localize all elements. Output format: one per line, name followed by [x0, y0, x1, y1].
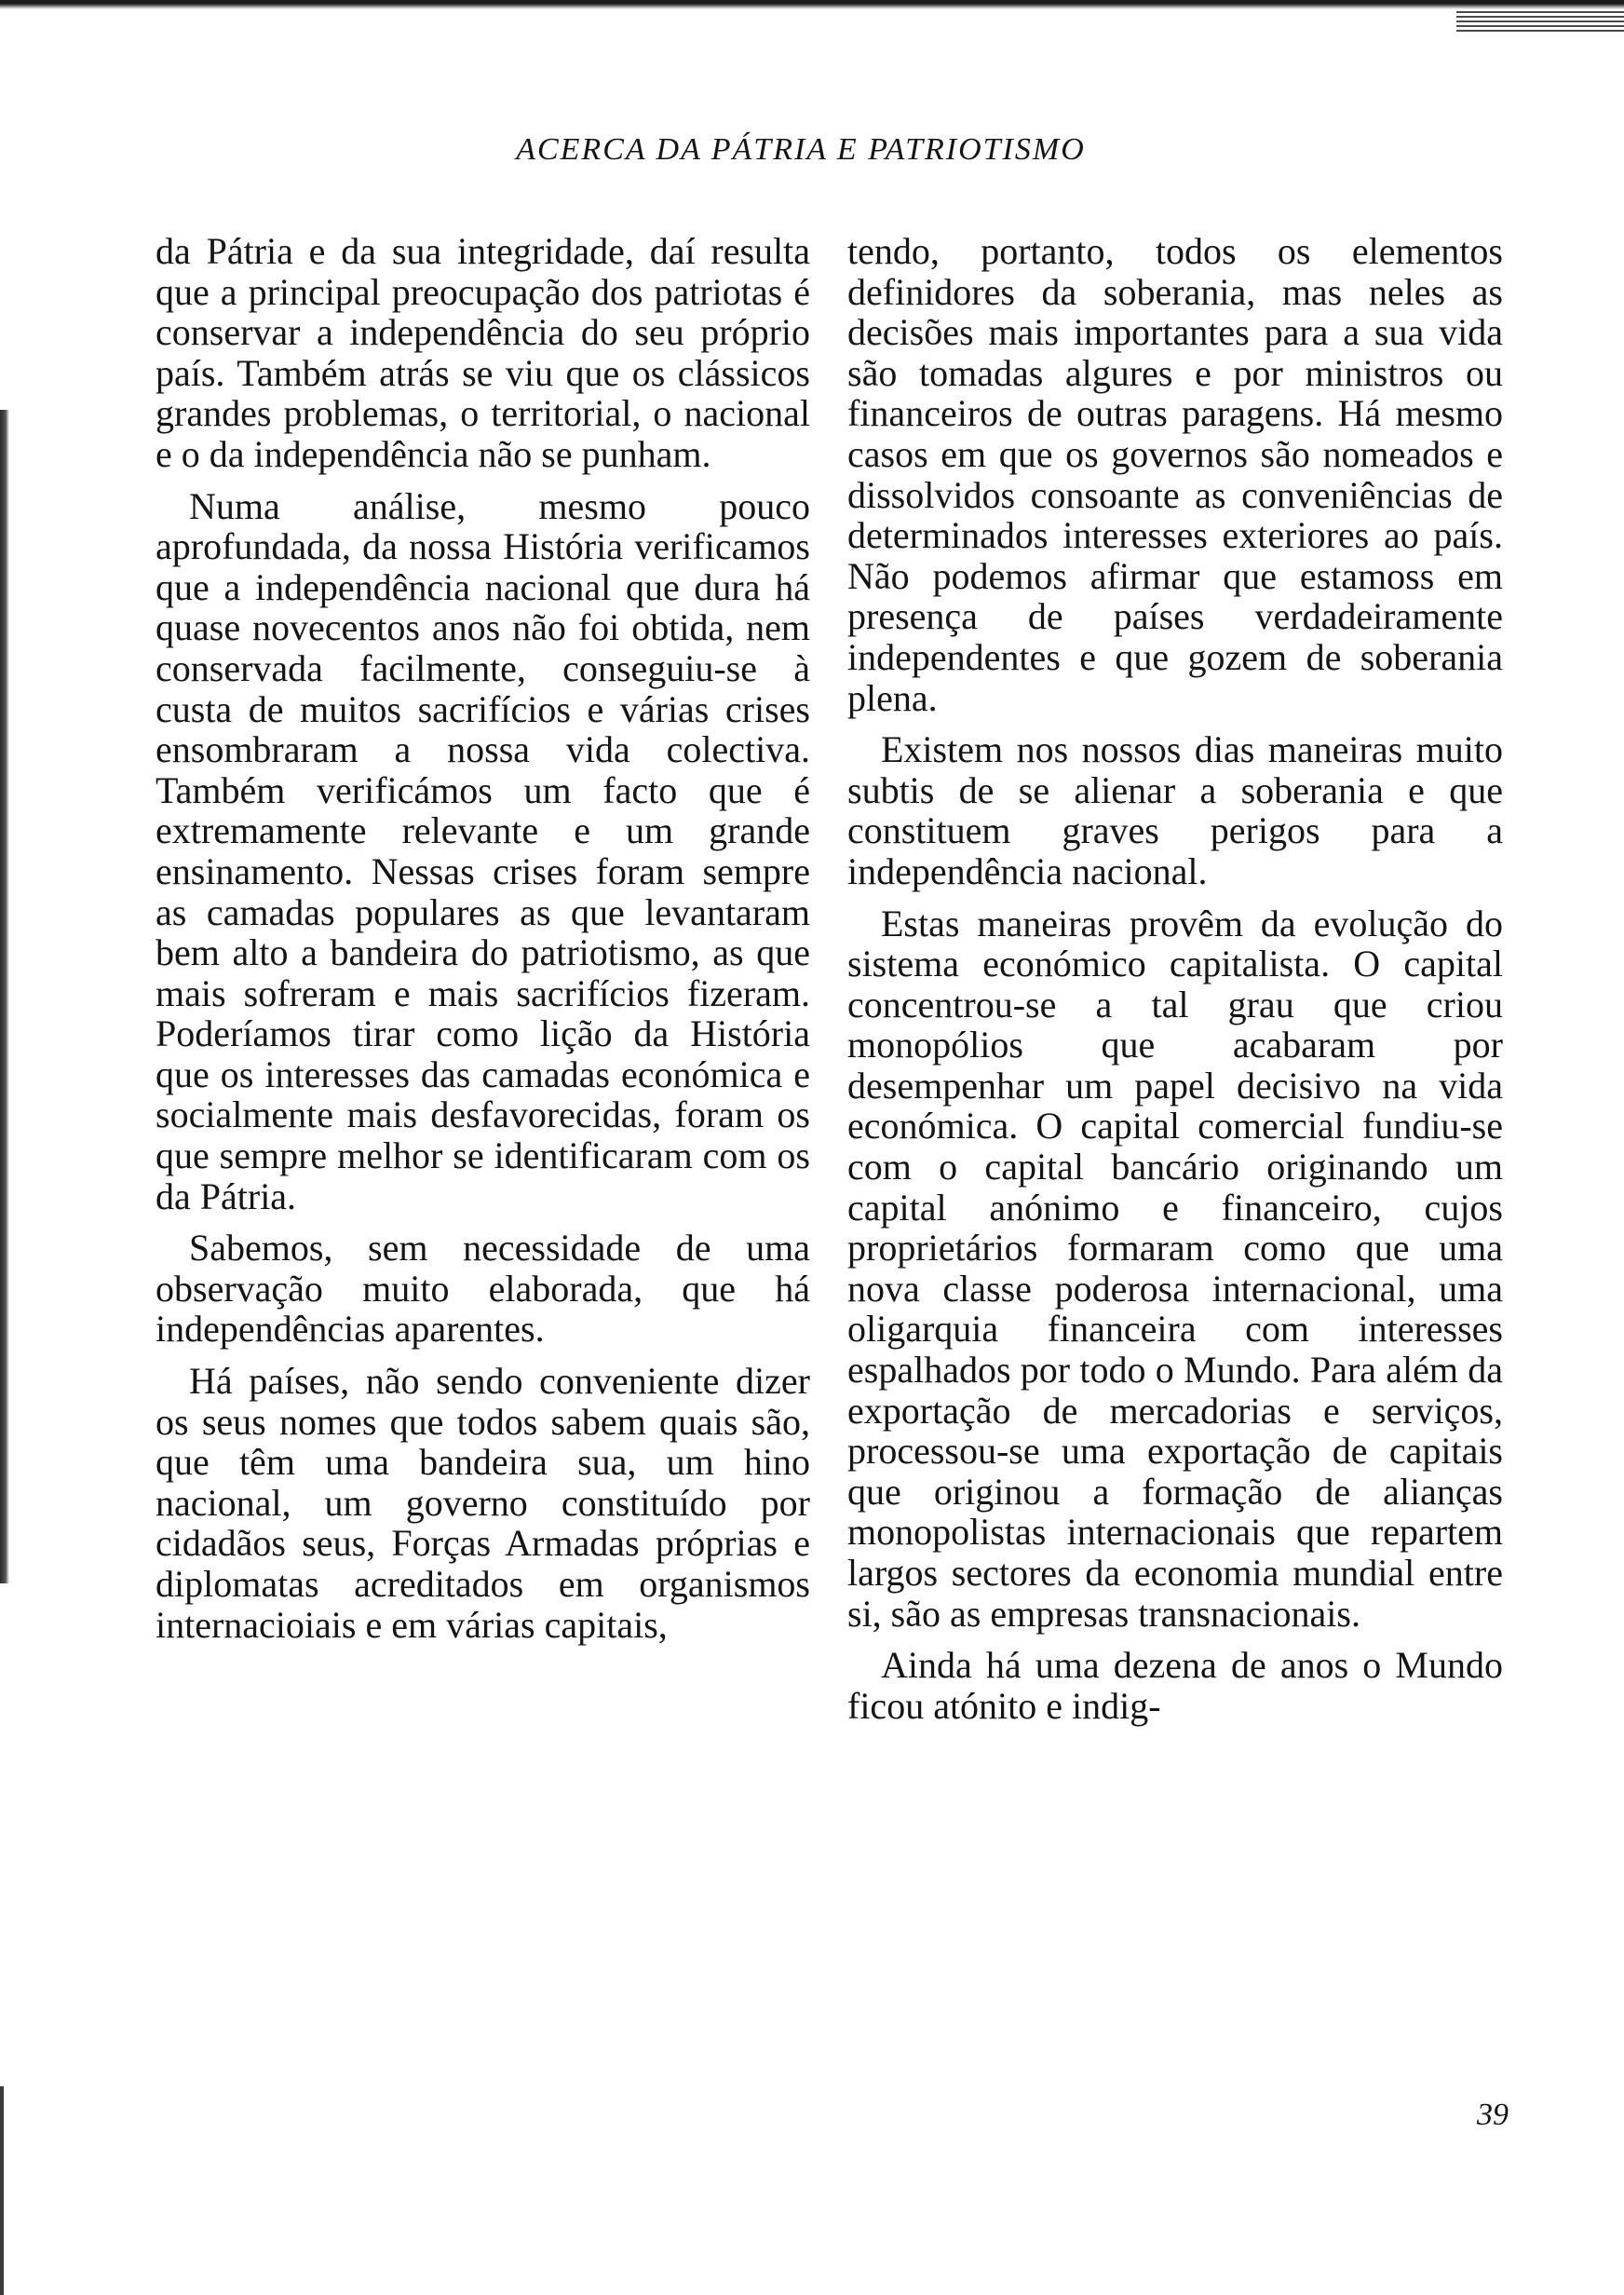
paragraph: Existem nos nossos dias maneiras muito subtis de se alienar a soberania e que constituem graves perigos para a independência nacional.: [847, 728, 1503, 892]
right-column: [847, 231, 1503, 1737]
top-scan-rule: [0, 0, 1624, 9]
top-right-scan-marks: [1456, 11, 1624, 32]
left-column: [156, 231, 810, 1656]
left-scan-edge: [0, 410, 9, 1583]
paragraph: Numa análise, mesmo pouco aprofundada, da nossa História verificamos que a independência nacional que dura há quase novecentos anos não foi obtida, nem conservada facilmente, conseguiu-se à custa de muitos sacrifícios e várias crises ensombraram a nossa vida colectiva. Também verificámos um facto que é extremamente relevante e um grande ensinamento. Nessas crises foram sempre as camadas populares as que levantaram bem alto a bandeira do patriotismo, as que mais sofreram e mais sacrifícios fizeram. Poderíamos tirar como lição da História que os interesses das camadas económica e socialmente mais desfavorecidas, foram os que sempre melhor se identificaram com os da Pátria.: [156, 484, 810, 1217]
paragraph: Há países, não sendo conveniente dizer os seus nomes que todos sabem quais são, que têm uma bandeira sua, um hino nacional, um governo constituído por cidadãos seus, Forças Armadas próprias e diplomatas acreditados em organismos internacioiais e em várias capitais,: [156, 1360, 810, 1646]
paragraph: tendo, portanto, todos os elementos definidores da soberania, mas neles as decisões mais importantes para a sua vida são tomadas algures e por ministros ou financeiros de outras paragens. Há mesmo casos em que os governos são nomeados e dissolvidos consoante as conveniências de determinados interesses exteriores ao país. Não podemos afirmar que estamoss em presença de países verdadeiramente independentes e que gozem de soberania plena.: [847, 230, 1503, 719]
paragraph: Sabemos, sem necessidade de uma observação muito elaborada, que há independências aparentes.: [156, 1227, 810, 1351]
left-scan-edge-lower: [0, 2086, 4, 2295]
paragraph: da Pátria e da sua integridade, daí resulta que a principal preocupação dos patriotas é conservar a independência do seu próprio país. Também atrás se viu que os clássicos grandes problemas, o territorial, o nacional e o da independência não se punham.: [156, 230, 810, 475]
paragraph: Ainda há uma dezena de anos o Mundo ficou atónito e indig-: [847, 1644, 1503, 1727]
running-head: ACERCA DA PÁTRIA E PATRIOTISMO: [516, 132, 1086, 167]
page-number: 39: [1477, 2098, 1509, 2132]
paragraph: Estas maneiras provêm da evolução do sistema económico capitalista. O capital concentrou-se a tal grau que criou monopólios que acabaram por desempenhar um papel decisivo na vida económica. O capital comercial fundiu-se com o capital bancário originando um capital anónimo e financeiro, cujos proprietários formaram como que uma nova classe poderosa internacional, uma oligarquia financeira com interesses espalhados por todo o Mundo. Para além da exportação de mercadorias e serviços, processou-se uma exportação de capitais que originou a formação de alianças monopolistas internacionais que repartem largos sectores da economia mundial entre si, são as empresas transnacionais.: [847, 902, 1503, 1635]
